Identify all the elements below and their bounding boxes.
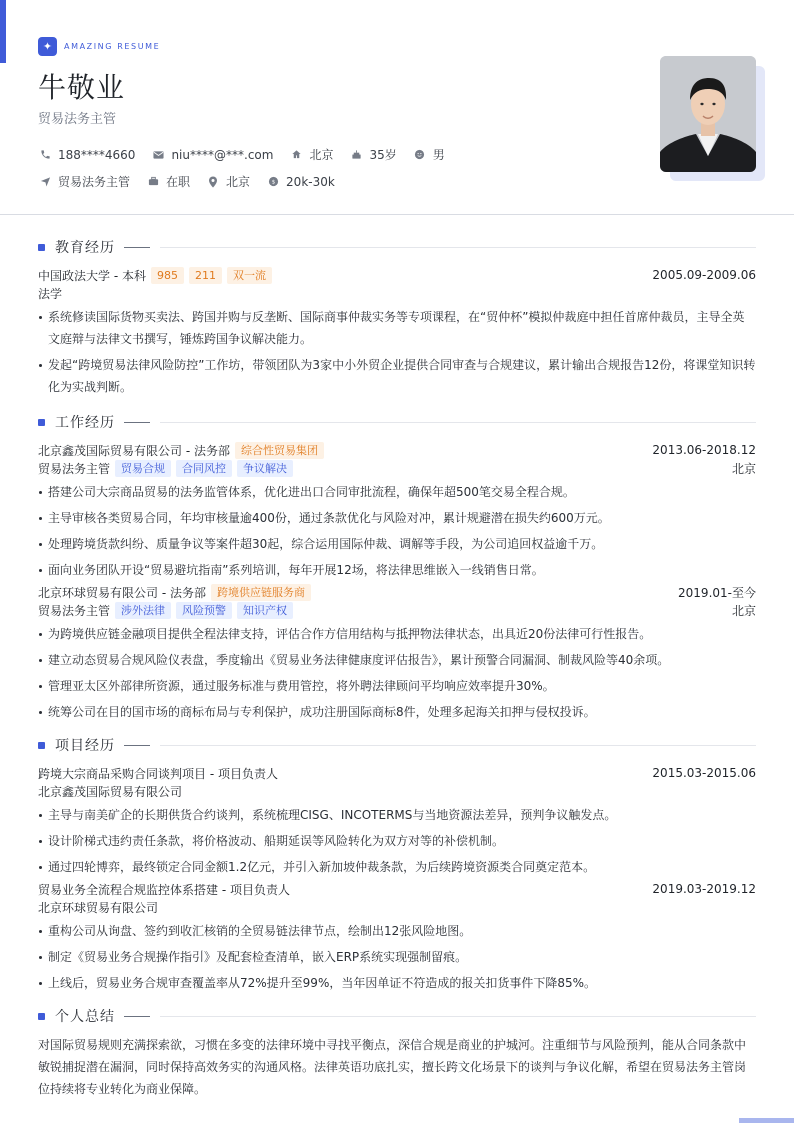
section-title: 工作经历	[55, 415, 115, 431]
school-tag: 双一流	[227, 267, 272, 284]
school-tag: 985	[151, 267, 184, 284]
section-title: 项目经历	[55, 738, 115, 754]
work-city: 北京	[731, 461, 756, 476]
education-bullets	[38, 306, 756, 398]
job-intent-row	[38, 173, 351, 190]
role-tag: 涉外法律	[115, 602, 171, 619]
project-org-row	[38, 898, 756, 916]
list-item: 搭建公司大宗商品贸易的法务监管体系，优化进出口合同审批流程，确保年超500笔交易全程合规。	[38, 481, 756, 503]
school-tag: 211	[189, 267, 222, 284]
section-divider	[124, 247, 150, 248]
project-bullets	[38, 920, 756, 994]
target-position-item	[38, 173, 130, 190]
projects-section	[38, 735, 756, 994]
list-item: 统筹公司在目的国市场的商标布局与专利保护，成功注册国际商标8件，处理多起海关扣押与侵权投诉。	[38, 701, 756, 723]
project-org-row	[38, 782, 756, 800]
money-icon	[266, 176, 280, 187]
work-company-group	[38, 584, 311, 601]
list-item: 为跨境供应链金融项目提供全程法律支持，评估合作方信用结构与抵押物法律状态，出具近20份法律可行性报告。	[38, 623, 756, 645]
role-tag: 风险预警	[176, 602, 232, 619]
brand	[38, 37, 160, 56]
project-date: 2019.03-2019.12	[652, 882, 756, 896]
list-item: 处理跨境货款纠纷、质量争议等案件超30起，综合运用国际仲裁、调解等手段，为公司追回权益逾千万。	[38, 533, 756, 555]
candidate-title: 贸易法务主管	[38, 112, 117, 127]
list-item: 主导审核各类贸易合同，年均审核量逾400份，通过条款优化与风险对冲，累计规避潜在损失约600万元。	[38, 507, 756, 529]
work-section	[38, 412, 756, 723]
company-name: 北京鑫茂国际贸易有限公司 - 法务部	[38, 443, 230, 458]
project-date: 2015.03-2015.06	[652, 766, 756, 780]
work-date: 2013.06-2018.12	[652, 443, 756, 457]
list-item: 制定《贸易业务合规操作指引》及配套检查清单，嵌入ERP系统实现强制留痕。	[38, 946, 756, 968]
list-item: 管理亚太区外部律所资源，通过服务标准与费用管控，将外聘法律顾问平均响应效率提升30%。	[38, 675, 756, 697]
section-header	[38, 412, 756, 432]
project-org: 北京鑫茂国际贸易有限公司	[38, 784, 183, 799]
list-item: 重构公司从询盘、签约到收汇核销的全贸易链法律节点，绘制出12张风险地图。	[38, 920, 756, 942]
list-item: 面向业务团队开设“贸易避坑指南”系列培训，每年开展12场，将法律思维嵌入一线销售日常。	[38, 559, 756, 581]
home-icon	[289, 149, 303, 160]
education-school-group	[38, 267, 272, 284]
education-major-row	[38, 284, 756, 302]
company-tag: 综合性贸易集团	[235, 442, 324, 459]
section-divider	[160, 422, 756, 423]
cake-icon	[349, 149, 363, 160]
bottom-accent-bar	[739, 1118, 794, 1123]
smile-icon	[413, 149, 427, 160]
list-item: 上线后，贸易业务合规审查覆盖率从72%提升至99%，当年因单证不符造成的报关扣货事件下降85%。	[38, 972, 756, 994]
send-icon	[38, 176, 52, 187]
location-item	[289, 146, 333, 163]
target-position-value: 贸易法务主管	[58, 175, 131, 189]
list-item: 建立动态贸易合规风险仪表盘，季度输出《贸易业务法律健康度评估报告》，累计预警合同漏洞、制裁风险等40余项。	[38, 649, 756, 671]
section-title: 个人总结	[55, 1009, 115, 1025]
work-entry-header	[38, 441, 756, 459]
section-header	[38, 237, 756, 257]
briefcase-icon	[146, 176, 160, 187]
project-name: 贸易业务全流程合规监控体系搭建 - 项目负责人	[38, 882, 290, 897]
role-name: 贸易法务主管	[38, 461, 111, 476]
avatar	[660, 56, 756, 172]
age-value: 35岁	[369, 148, 397, 162]
role-tag: 争议解决	[237, 460, 293, 477]
gender-item	[413, 146, 445, 163]
project-org: 北京环球贸易有限公司	[38, 900, 159, 915]
section-divider	[124, 745, 150, 746]
major: 法学	[38, 286, 63, 301]
section-header	[38, 1006, 756, 1026]
email-item	[151, 148, 273, 162]
mail-icon	[151, 150, 165, 160]
list-item: 通过四轮博弈，最终锁定合同金额1.2亿元，并引入新加坡仲裁条款，为后续跨境资源类合同奠定范本。	[38, 856, 756, 878]
phone-item	[38, 148, 135, 162]
school-name: 中国政法大学 - 本科	[38, 268, 146, 283]
work-company-group	[38, 442, 324, 459]
section-marker	[38, 742, 45, 749]
work-bullets	[38, 623, 756, 723]
section-marker	[38, 244, 45, 251]
summary-section	[38, 1006, 756, 1100]
role-name: 贸易法务主管	[38, 603, 111, 618]
education-entry-header	[38, 266, 756, 284]
work-bullets	[38, 481, 756, 581]
target-city-value: 北京	[226, 175, 251, 189]
section-header	[38, 735, 756, 755]
work-date: 2019.01-至今	[678, 585, 756, 600]
svg-text:$: $	[271, 179, 275, 186]
section-marker	[38, 419, 45, 426]
work-city: 北京	[731, 603, 756, 618]
work-role-group	[38, 460, 293, 477]
sparkle-icon: ✦	[38, 37, 57, 56]
candidate-name: 牛敬业	[38, 71, 126, 104]
list-item: 设计阶梯式违约责任条款，将价格波动、船期延误等风险转化为双方对等的补偿机制。	[38, 830, 756, 852]
section-title: 教育经历	[55, 240, 115, 256]
work-entry-header	[38, 583, 756, 601]
pin-icon	[206, 176, 220, 188]
phone-value: 188****4660	[58, 147, 136, 162]
role-tag: 合同风控	[176, 460, 232, 477]
status-item	[146, 173, 190, 190]
salary-item	[266, 175, 335, 189]
project-name: 跨境大宗商品采购合同谈判项目 - 项目负责人	[38, 766, 278, 781]
company-name: 北京环球贸易有限公司 - 法务部	[38, 585, 206, 600]
section-divider	[160, 745, 756, 746]
section-divider	[124, 422, 150, 423]
list-item: 发起“跨境贸易法律风险防控”工作坊，带领团队为3家中小外贸企业提供合同审查与合规建议，累计输出合规报告12份，将课堂知识转化为实战判断。	[38, 354, 756, 398]
education-section	[38, 237, 756, 398]
phone-icon	[38, 149, 52, 160]
location-value: 北京	[309, 148, 334, 162]
list-item: 主导与南美矿企的长期供货合约谈判，系统梳理CISG、INCOTERMS与当地资源法差异，预判争议触发点。	[38, 804, 756, 826]
email-value: niu****@***.com	[171, 147, 274, 162]
role-tag: 贸易合规	[115, 460, 171, 477]
resume-header	[0, 0, 794, 215]
brand-text: AMAZING RESUME	[64, 42, 161, 51]
target-city-item	[206, 173, 250, 190]
contact-row	[38, 146, 461, 163]
work-role-row	[38, 459, 756, 477]
summary-text: 对国际贸易规则充满探索欲，习惯在多变的法律环境中寻找平衡点，深信合规是商业的护城河。注重细节与风险预判，能从合同条款中敏锐捕捉潜在漏洞，同时保持高效务实的沟通风格。法律英语功底扎实，擅长跨文化场景下的谈判与争议化解，希望在贸易法务主管岗位持续将专业转化为商业保障。	[38, 1038, 747, 1096]
gender-value: 男	[432, 148, 445, 162]
project-entry-header	[38, 880, 756, 898]
project-entry-header	[38, 764, 756, 782]
age-item	[349, 146, 396, 163]
section-divider	[124, 1016, 150, 1017]
section-divider	[160, 1016, 756, 1017]
salary-value: 20k-30k	[286, 174, 335, 189]
role-tag: 知识产权	[237, 602, 293, 619]
project-bullets	[38, 804, 756, 878]
section-marker	[38, 1013, 45, 1020]
section-divider	[160, 247, 756, 248]
company-tag: 跨境供应链服务商	[211, 584, 311, 601]
education-date: 2005.09-2009.06	[652, 268, 756, 282]
list-item: 系统修读国际货物买卖法、跨国并购与反垄断、国际商事仲裁实务等专项课程，在“贸仲杯”模拟仲裁庭中担任首席仲裁员，主导全英文庭辩与法律文书撰写，锤炼跨国争议解决能力。	[38, 306, 756, 350]
work-role-row	[38, 601, 756, 619]
work-role-group	[38, 602, 293, 619]
status-value: 在职	[166, 175, 191, 189]
